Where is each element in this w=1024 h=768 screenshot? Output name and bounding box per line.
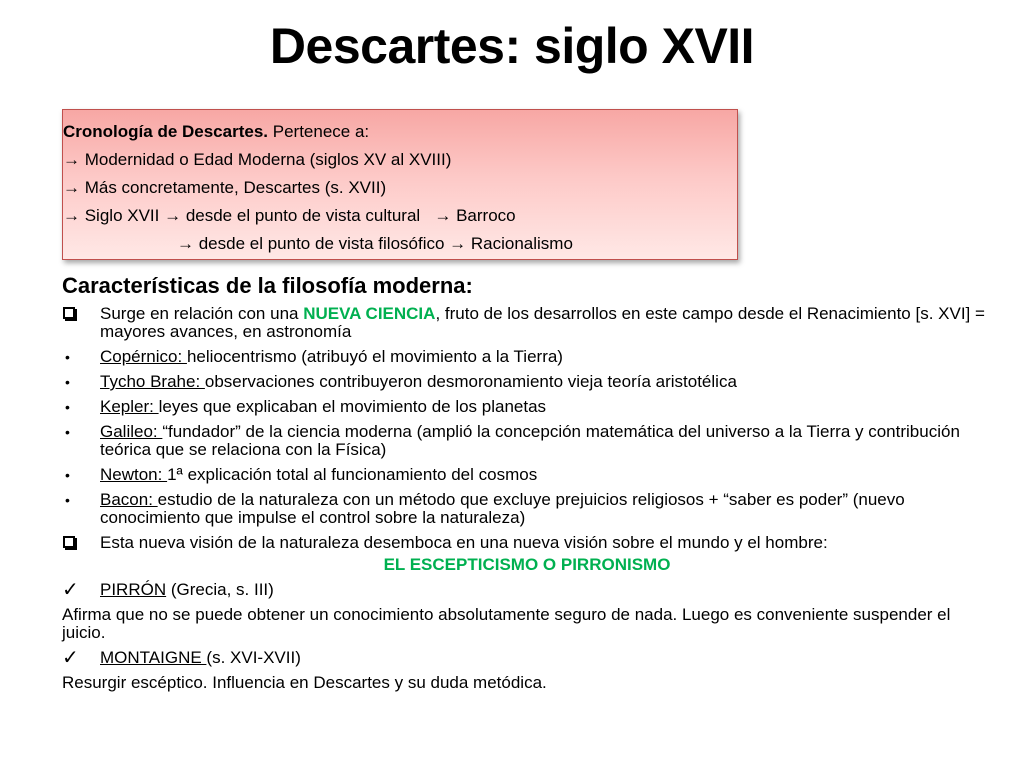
item-text: Esta nueva visión de la naturaleza desemboca en una nueva visión sobre el mundo y el hombre:	[100, 533, 828, 552]
paragraph: Resurgir escéptico. Influencia en Descartes y su duda metódica.	[62, 673, 547, 692]
list-item	[62, 649, 992, 667]
item-text-pre: Surge en relación con una	[100, 304, 304, 323]
list-item	[62, 423, 992, 459]
dot-bullet-icon: •	[65, 424, 70, 440]
dot-bullet-icon: •	[65, 492, 70, 508]
list-item	[62, 534, 992, 552]
square-bullet-icon	[62, 305, 92, 323]
section-heading: Características de la filosofía moderna:	[62, 273, 473, 298]
list-item	[62, 491, 992, 527]
list-item	[62, 373, 992, 391]
check-text: (s. XVI-XVII)	[206, 648, 301, 667]
bullet-text: 1ª explicación total al funcionamiento del cosmos	[167, 465, 538, 484]
box-line-5: → desde el punto de vista filosófico → Racionalismo	[177, 234, 573, 253]
square-bullet-icon	[62, 534, 92, 552]
check-name: MONTAIGNE	[100, 648, 207, 667]
list-item	[62, 398, 992, 416]
list-item	[62, 348, 992, 366]
box-line-1-bold: Cronología de Descartes.	[63, 122, 269, 141]
box-line-3: → Más concretamente, Descartes (s. XVII)	[63, 178, 387, 197]
checkmark-icon: ✓	[62, 647, 79, 669]
bullet-name: Copérnico:	[100, 347, 187, 366]
bullet-text: observaciones contribuyeron desmoronamiento vieja teoría aristotélica	[204, 372, 737, 391]
paragraph: Afirma que no se puede obtener un conocimiento absolutamente seguro de nada. Luego es conveniente suspender el juicio.	[62, 605, 951, 642]
dot-bullet-icon: •	[65, 349, 70, 365]
bullet-name: Bacon:	[100, 490, 158, 509]
item-highlight: NUEVA CIENCIA	[303, 304, 436, 323]
box-line-2: → Modernidad o Edad Moderna (siglos XV al XVIII)	[63, 150, 452, 169]
chronology-box	[62, 109, 738, 260]
check-text: (Grecia, s. III)	[166, 580, 274, 599]
box-line-1-rest: Pertenece a:	[268, 122, 370, 141]
bullet-text: heliocentrismo (atribuyó el movimiento a la Tierra)	[186, 347, 563, 366]
bullet-text: leyes que explicaban el movimiento de los planetas	[158, 397, 547, 416]
list-item	[62, 305, 992, 341]
bullet-text: estudio de la naturaleza con un método que excluye prejuicios religiosos + “saber es poder” (nuevo conocimiento que impulse el control sobre la naturaleza)	[100, 490, 905, 527]
bullet-name: Kepler:	[100, 397, 159, 416]
subheading: EL ESCEPTICISMO O PIRRONISMO	[383, 555, 671, 574]
list-item	[62, 581, 992, 599]
bullet-name: Galileo:	[100, 422, 163, 441]
box-line-4: → Siglo XVII → desde el punto de vista cultural → Barroco	[63, 206, 516, 225]
check-name: PIRRÓN	[100, 580, 167, 599]
slide-title: Descartes: siglo XVII	[269, 18, 755, 74]
bullet-text: “fundador” de la ciencia moderna (amplió la concepción matemática del universo a la Tierra y contribución teórica que se relaciona con la Física)	[100, 422, 960, 459]
box-line-1	[63, 118, 737, 146]
dot-bullet-icon: •	[65, 374, 70, 390]
bullet-name: Tycho Brahe:	[100, 372, 205, 391]
item-text-post: , fruto de los desarrollos en este campo desde el Renacimiento [s. XVI] = mayores avances, en astronomía	[100, 304, 985, 341]
bullet-name: Newton:	[100, 465, 168, 484]
dot-bullet-icon: •	[65, 467, 70, 483]
content-list	[62, 305, 992, 692]
checkmark-icon: ✓	[62, 579, 79, 601]
list-item	[62, 466, 992, 484]
dot-bullet-icon: •	[65, 399, 70, 415]
